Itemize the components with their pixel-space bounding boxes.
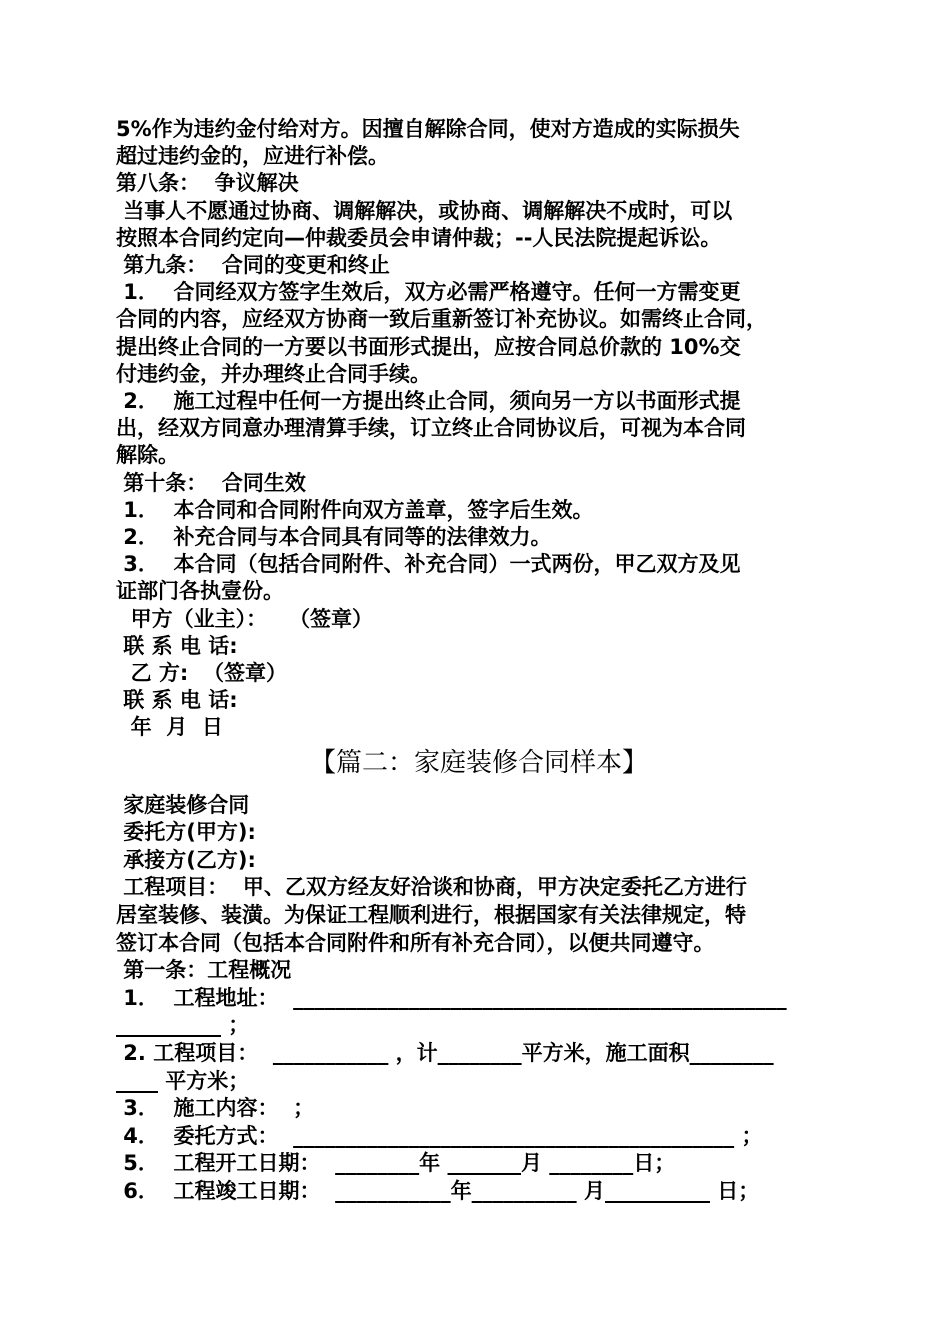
article-8-title: 第八条： 争议解决 [116,171,299,196]
text-line: 居室装修、装潢。为保证工程顺利进行，根据国家有关法律规定，特 [116,903,746,928]
commission-method-line: 4． 委托方式： __________________________________________ ； [116,1123,763,1148]
text-line: 1． 本合同和合同附件向双方盖章，签字后生效。 [116,497,594,522]
contract-section-2 [116,792,842,1206]
text-line: 签订本合同（包括本合同附件和所有补充合同），以便共同遵守。 [116,930,715,955]
project-item-line: 2. 工程项目： ___________ ，计________平方米，施工面积________ [116,1041,774,1066]
article-9-title: 第九条： 合同的变更和终止 [116,253,390,278]
contract-title: 家庭装修合同 [116,792,250,817]
article-1-title: 第一条：工程概况 [116,958,292,983]
contractor-party-line: 承接方(乙方): [116,847,256,872]
completion-date-line: 6． 工程竣工日期： ___________年__________ 月__________ 日； [116,1178,760,1203]
text-line: 合同的内容，应经双方协商一致后重新签订补充协议。如需终止合同， [116,307,767,332]
text-line: 工程项目： 甲、乙双方经友好洽谈和协商，甲方决定委托乙方进行 [116,875,747,900]
text-line: 证部门各执壹份。 [116,579,284,604]
text-line: __________ ； [116,1013,250,1038]
text-line: 2． 补充合同与本合同具有同等的法律效力。 [116,525,552,550]
text-line: 5%作为违约金付给对方。因擅自解除合同，使对方造成的实际损失 [116,117,740,141]
text-line: 提出终止合同的一方要以书面形式提出，应按合同总价款的 10%交 [116,334,741,359]
contract-section-continued [116,116,842,742]
text-line: 超过违约金的，应进行补偿。 [116,144,389,169]
section-heading: 【篇二：家庭装修合同样本】 [309,747,648,778]
text-line: ____ 平方米； [116,1068,250,1093]
work-content-line: 3． 施工内容： ； [116,1096,315,1121]
project-address-line: 1． 工程地址： _______________________________________________ [116,985,787,1010]
date-line: 年 月 日 [116,715,223,740]
article-10-title: 第十条： 合同生效 [116,470,306,495]
text-line: 2． 施工过程中任何一方提出终止合同，须向另一方以书面形式提 [116,389,741,414]
text-line: 1． 合同经双方签字生效后，双方必需严格遵守。任何一方需变更 [116,280,741,305]
text-line: 出，经双方同意办理清算手续，订立终止合同协议后，可视为本合同 [116,416,746,441]
text-line: 当事人不愿通过协商、调解解决，或协商、调解解决不成时，可以 [116,198,733,223]
party-b-phone: 联 系 电 话: [116,688,238,713]
document-body [116,116,842,1206]
text-line: 3． 本合同（包括合同附件、补充合同）一式两份，甲乙双方及见 [116,552,741,577]
party-b-signature: 乙 方: （签章） [116,661,287,686]
text-line: 付违约金，并办理终止合同手续。 [116,361,431,386]
party-a-phone: 联 系 电 话: [116,633,238,658]
start-date-line: 5． 工程开工日期： ________年 _______月 ________日； [116,1151,676,1176]
client-party-line: 委托方(甲方): [116,820,256,845]
text-line: 解除。 [116,443,179,468]
text-line: 按照本合同约定向—仲裁委员会申请仲裁；--人民法院提起诉讼。 [116,225,722,250]
party-a-signature: 甲方（业主）： （签章） [116,606,374,631]
